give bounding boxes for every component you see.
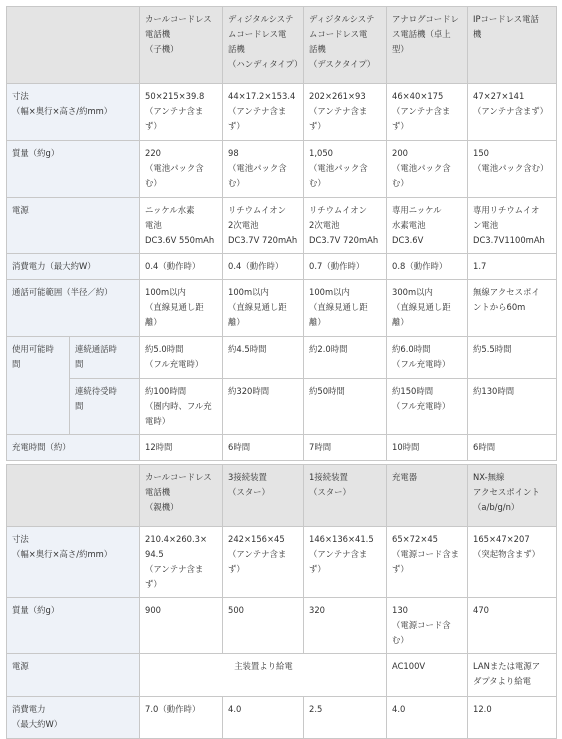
table-cell: 150 （電池パック含む） bbox=[468, 141, 557, 198]
row-label: 消費電力 （最大約W） bbox=[7, 697, 140, 739]
table-row bbox=[7, 198, 557, 254]
column-header: 3接続装置 （スター） bbox=[223, 465, 304, 527]
row-label: 電源 bbox=[7, 198, 140, 254]
row-sublabel: 連続通話時 間 bbox=[70, 337, 140, 379]
column-header: IPコードレス電話 機 bbox=[468, 7, 557, 84]
table-cell: 100m以内 （直線見通し距 離） bbox=[223, 280, 304, 337]
table-cell: 6時間 bbox=[468, 435, 557, 461]
table-cell: 7.0（動作時） bbox=[140, 697, 223, 739]
row-label: 寸法 （幅×奥行×高さ/約mm） bbox=[7, 527, 140, 598]
table-cell: 300m以内 （直線見通し距 離） bbox=[387, 280, 468, 337]
table-cell: 1.7 bbox=[468, 254, 557, 280]
table-cell: 0.4（動作時） bbox=[223, 254, 304, 280]
row-label: 質量（約g） bbox=[7, 598, 140, 654]
table-cell: 約4.5時間 bbox=[223, 337, 304, 379]
header-blank-cell bbox=[7, 465, 140, 527]
table-cell: AC100V bbox=[387, 654, 468, 697]
table-cell: 約2.0時間 bbox=[304, 337, 387, 379]
table-cell: 約320時間 bbox=[223, 379, 304, 435]
table-cell: 12.0 bbox=[468, 697, 557, 739]
table-cell: 65×72×45 （電源コード含ま ず） bbox=[387, 527, 468, 598]
table-row bbox=[7, 254, 557, 280]
table-cell: 約6.0時間 （フル充電時） bbox=[387, 337, 468, 379]
table-cell: ニッケル水素 電池 DC3.6V 550mAh bbox=[140, 198, 223, 254]
table-cell: 約130時間 bbox=[468, 379, 557, 435]
table-cell: 約100時間 （圏内時、フル充 電時） bbox=[140, 379, 223, 435]
table-cell: 約5.0時間 （フル充電時） bbox=[140, 337, 223, 379]
table-row bbox=[7, 84, 557, 141]
table-row bbox=[7, 598, 557, 654]
table-cell: 12時間 bbox=[140, 435, 223, 461]
header-blank-cell bbox=[7, 7, 140, 84]
table-cell: 165×47×207 （突起物含まず） bbox=[468, 527, 557, 598]
table-cell: 専用ニッケル 水素電池 DC3.6V bbox=[387, 198, 468, 254]
table-cell: 約50時間 bbox=[304, 379, 387, 435]
table-cell: 47×27×141 （アンテナ含まず） bbox=[468, 84, 557, 141]
column-header: 充電器 bbox=[387, 465, 468, 527]
column-header: ディジタルシステ ムコードレス電 話機 （ハンディタイプ） bbox=[223, 7, 304, 84]
table-cell: 900 bbox=[140, 598, 223, 654]
table-row bbox=[7, 280, 557, 337]
table-cell: 無線アクセスポイ ントから60m bbox=[468, 280, 557, 337]
column-header: アナログコードレ ス電話機（卓上 型） bbox=[387, 7, 468, 84]
table-cell: 470 bbox=[468, 598, 557, 654]
table-cell: 100m以内 （直線見通し距 離） bbox=[304, 280, 387, 337]
table-cell: 100m以内 （直線見通し距 離） bbox=[140, 280, 223, 337]
table-row bbox=[7, 697, 557, 739]
table-cell: リチウムイオン 2次電池 DC3.7V 720mAh bbox=[223, 198, 304, 254]
table-cell: 10時間 bbox=[387, 435, 468, 461]
table-cell: 0.8（動作時） bbox=[387, 254, 468, 280]
column-header: NX-無線 アクセスポイント （a/b/g/n） bbox=[468, 465, 557, 527]
table-cell: 146×136×41.5 （アンテナ含ま ず） bbox=[304, 527, 387, 598]
table-cell: 0.4（動作時） bbox=[140, 254, 223, 280]
table-cell: 44×17.2×153.4 （アンテナ含ま ず） bbox=[223, 84, 304, 141]
table-cell: 7時間 bbox=[304, 435, 387, 461]
table-row bbox=[7, 527, 557, 598]
row-label: 充電時間（約） bbox=[7, 435, 140, 461]
table-row bbox=[7, 435, 557, 461]
table-cell: 242×156×45 （アンテナ含ま ず） bbox=[223, 527, 304, 598]
table-row bbox=[7, 654, 557, 697]
row-label: 通話可能範囲（半径／約） bbox=[7, 280, 140, 337]
row-label: 電源 bbox=[7, 654, 140, 697]
row-sublabel: 連続待受時 間 bbox=[70, 379, 140, 435]
table-cell: 130 （電源コード含 む） bbox=[387, 598, 468, 654]
table-row bbox=[7, 379, 557, 435]
table-cell: 46×40×175 （アンテナ含ま ず） bbox=[387, 84, 468, 141]
table-row bbox=[7, 141, 557, 198]
table-cell: 約5.5時間 bbox=[468, 337, 557, 379]
table-cell: 98 （電池パック含 む） bbox=[223, 141, 304, 198]
column-header: 1接続装置 （スター） bbox=[304, 465, 387, 527]
table1-header-row bbox=[7, 7, 557, 84]
table-cell: 0.7（動作時） bbox=[304, 254, 387, 280]
table-cell: 220 （電池パック含 む） bbox=[140, 141, 223, 198]
column-header: ディジタルシステ ムコードレス電 話機 （デスクタイプ） bbox=[304, 7, 387, 84]
table-cell: 4.0 bbox=[223, 697, 304, 739]
row-label: 質量（約g） bbox=[7, 141, 140, 198]
spec-table bbox=[6, 6, 557, 739]
table-cell: LANまたは電源ア ダプタより給電 bbox=[468, 654, 557, 697]
table-cell: 202×261×93 （アンテナ含ま ず） bbox=[304, 84, 387, 141]
column-header: カールコードレス 電話機 （親機） bbox=[140, 465, 223, 527]
table-cell-merged: 主装置より給電 bbox=[140, 654, 387, 697]
table-row bbox=[7, 337, 557, 379]
table-cell: 200 （電池パック含 む） bbox=[387, 141, 468, 198]
table-cell: 1,050 （電池パック含 む） bbox=[304, 141, 387, 198]
row-label: 使用可能時 間 bbox=[7, 337, 70, 435]
table-cell: 500 bbox=[223, 598, 304, 654]
table-cell: 2.5 bbox=[304, 697, 387, 739]
row-label: 消費電力（最大約W） bbox=[7, 254, 140, 280]
table-cell: 210.4×260.3× 94.5 （アンテナ含ま ず） bbox=[140, 527, 223, 598]
column-header: カールコードレス 電話機 （子機） bbox=[140, 7, 223, 84]
table-cell: 50×215×39.8 （アンテナ含ま ず） bbox=[140, 84, 223, 141]
table-cell: 4.0 bbox=[387, 697, 468, 739]
table-cell: リチウムイオン 2次電池 DC3.7V 720mAh bbox=[304, 198, 387, 254]
table-cell: 専用リチウムイオ ン電池 DC3.7V1100mAh bbox=[468, 198, 557, 254]
row-label: 寸法 （幅×奥行×高さ/約mm） bbox=[7, 84, 140, 141]
table-cell: 6時間 bbox=[223, 435, 304, 461]
table2-header-row bbox=[7, 465, 557, 527]
table-cell: 320 bbox=[304, 598, 387, 654]
table-cell: 約150時間 （フル充電時） bbox=[387, 379, 468, 435]
